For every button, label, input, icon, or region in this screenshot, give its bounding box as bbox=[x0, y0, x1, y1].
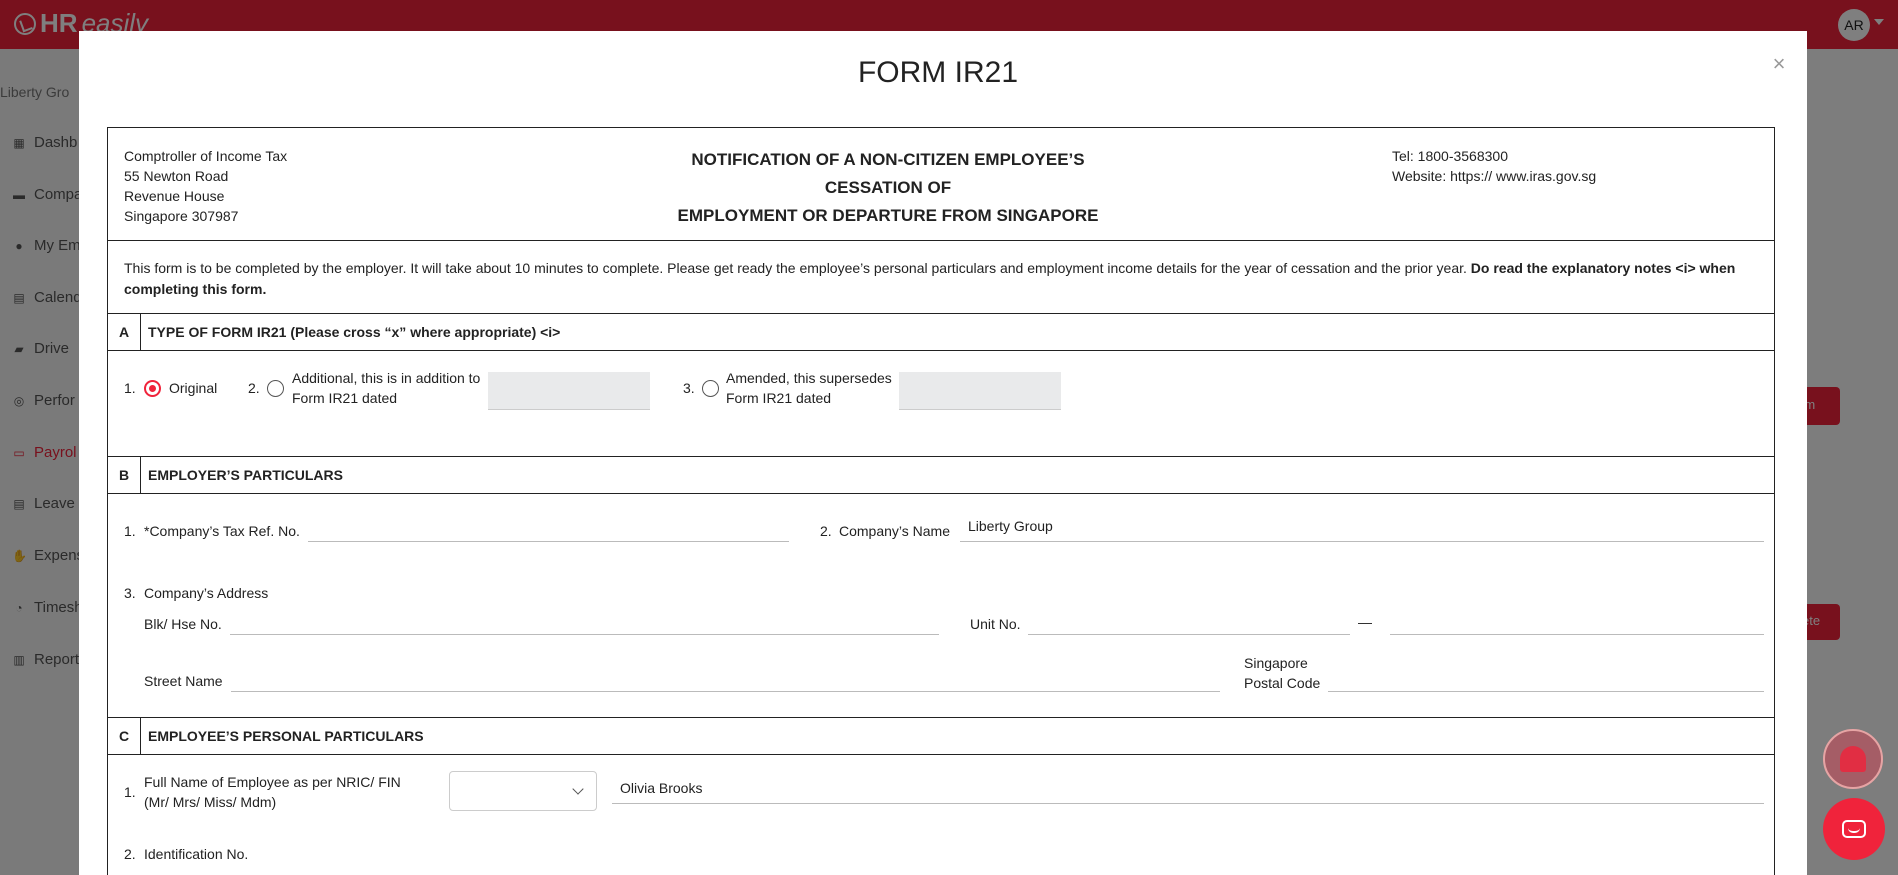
option-label: Form IR21 dated bbox=[292, 390, 398, 406]
address-line: 55 Newton Road bbox=[124, 168, 229, 184]
form-heading-line2: EMPLOYMENT OR DEPARTURE FROM SINGAPORE bbox=[677, 206, 1099, 225]
street-label: Street Name bbox=[144, 673, 223, 689]
divider bbox=[140, 717, 141, 754]
form-heading bbox=[668, 146, 1108, 230]
tax-ref-label: *Company’s Tax Ref. No. bbox=[144, 523, 300, 539]
form-intro bbox=[124, 258, 1754, 300]
field-number: 2. bbox=[124, 846, 136, 862]
section-a-title: TYPE OF FORM IR21 (Please cross “x” where appropriate) <i> bbox=[148, 324, 561, 340]
contact-tel: Tel: 1800-3568300 bbox=[1392, 148, 1508, 164]
intro-text: This form is to be completed by the employer. It will take about 10 minutes to complete. Please get ready the employee’s personal particulars and employment income details for the year of cessation and the prior year. bbox=[124, 260, 1467, 276]
chat-button[interactable] bbox=[1823, 798, 1885, 860]
chat-icon bbox=[1842, 820, 1866, 838]
section-c-title: EMPLOYEE’S PERSONAL PARTICULARS bbox=[148, 728, 424, 744]
fullname-label-line2: (Mr/ Mrs/ Miss/ Mdm) bbox=[144, 794, 277, 810]
postal-label-line2: Postal Code bbox=[1244, 675, 1321, 691]
address-line: Revenue House bbox=[124, 188, 225, 204]
radio-amended[interactable] bbox=[702, 380, 719, 397]
ir21-form bbox=[107, 127, 1775, 875]
field-number: 3. bbox=[124, 585, 136, 601]
unit-number-input[interactable] bbox=[1390, 607, 1764, 635]
tax-ref-input[interactable] bbox=[308, 514, 789, 542]
divider bbox=[108, 493, 1774, 494]
divider bbox=[108, 313, 1774, 314]
salutation-select[interactable] bbox=[449, 771, 597, 811]
divider bbox=[140, 456, 141, 493]
postal-code-input[interactable] bbox=[1328, 664, 1764, 692]
close-icon[interactable]: × bbox=[1772, 51, 1786, 76]
divider bbox=[108, 754, 1774, 755]
radio-original[interactable] bbox=[144, 380, 161, 397]
additional-date-input[interactable] bbox=[488, 372, 650, 410]
intro-bold-text: Do read the explanatory notes <i> when completing this form. bbox=[124, 260, 1736, 297]
option-label: Amended, this supersedes bbox=[726, 370, 892, 386]
fullname-input[interactable]: Olivia Brooks bbox=[612, 776, 1764, 804]
address-line: Comptroller of Income Tax bbox=[124, 148, 288, 164]
unit-floor-input[interactable] bbox=[1028, 607, 1350, 635]
divider bbox=[140, 313, 141, 350]
option-number: 2. bbox=[248, 380, 260, 396]
field-number: 2. bbox=[820, 523, 832, 539]
identification-label: Identification No. bbox=[144, 846, 249, 862]
option-label: Form IR21 dated bbox=[726, 390, 832, 406]
option-number: 1. bbox=[124, 380, 136, 396]
blk-input[interactable] bbox=[230, 607, 939, 635]
bell-icon bbox=[1840, 746, 1866, 772]
option-number: 3. bbox=[683, 380, 695, 396]
company-address-label: Company’s Address bbox=[144, 585, 269, 601]
fullname-label-line1: Full Name of Employee as per NRIC/ FIN bbox=[144, 774, 401, 790]
iras-contact bbox=[1392, 146, 1596, 186]
option-label: Additional, this is in addition to bbox=[292, 370, 481, 386]
company-name-label: Company’s Name bbox=[839, 523, 951, 539]
divider bbox=[108, 717, 1774, 718]
ir21-modal bbox=[79, 31, 1807, 875]
chevron-down-icon bbox=[572, 783, 583, 794]
address-line: Singapore 307987 bbox=[124, 208, 239, 224]
company-name-input[interactable]: Liberty Group bbox=[960, 514, 1764, 542]
divider bbox=[108, 456, 1774, 457]
street-input[interactable] bbox=[231, 664, 1220, 692]
blk-label: Blk/ Hse No. bbox=[144, 616, 222, 632]
postal-label-line1: Singapore bbox=[1244, 655, 1308, 671]
divider bbox=[108, 350, 1774, 351]
radio-additional[interactable] bbox=[267, 380, 284, 397]
iras-address bbox=[124, 146, 287, 226]
section-c-letter: C bbox=[118, 728, 130, 744]
option-label: Original bbox=[169, 380, 218, 396]
modal-title: FORM IR21 bbox=[857, 56, 1019, 89]
section-b-title: EMPLOYER’S PARTICULARS bbox=[148, 467, 343, 483]
divider bbox=[108, 240, 1774, 241]
field-number: 1. bbox=[124, 523, 136, 539]
section-a-letter: A bbox=[118, 324, 130, 340]
contact-website: Website: https:// www.iras.gov.sg bbox=[1392, 168, 1597, 184]
unit-label: Unit No. bbox=[970, 616, 1021, 632]
unit-dash: — bbox=[1358, 614, 1372, 630]
notification-bell-button[interactable] bbox=[1823, 729, 1883, 789]
section-b-letter: B bbox=[118, 467, 130, 483]
form-heading-line1: NOTIFICATION OF A NON-CITIZEN EMPLOYEE’S CESSATION OF bbox=[691, 150, 1085, 197]
amended-date-input[interactable] bbox=[899, 372, 1061, 410]
field-number: 1. bbox=[124, 784, 136, 800]
